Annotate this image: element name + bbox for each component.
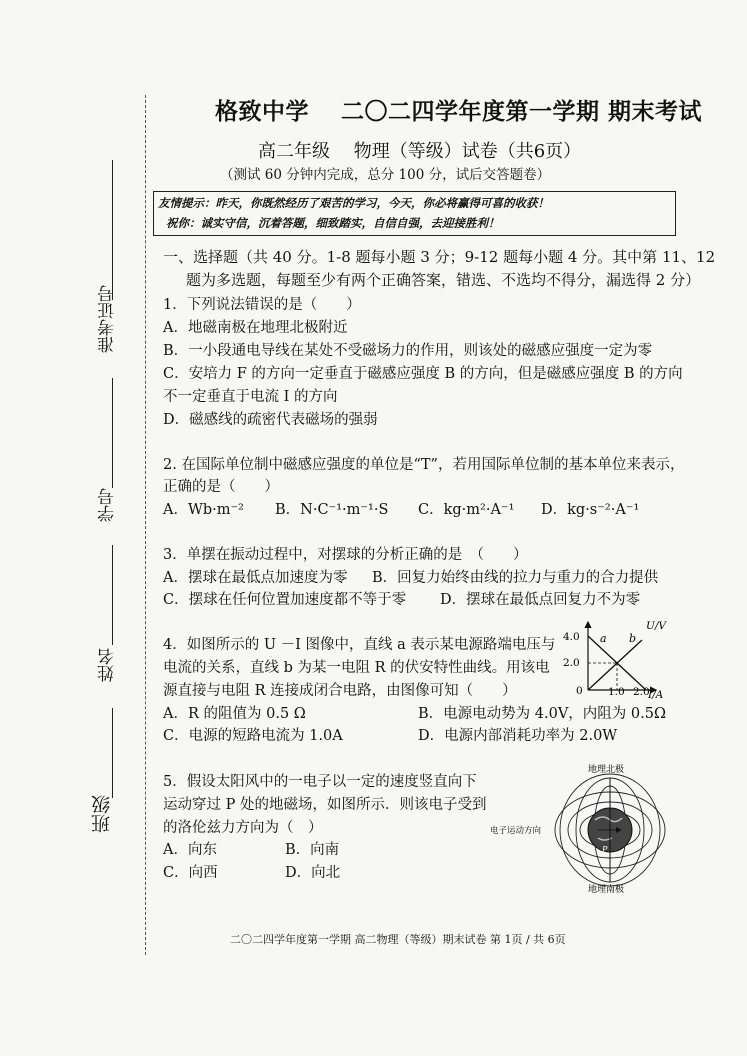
electron-direction-label: 电子运动方向	[490, 826, 542, 836]
q5-option-d[interactable]: D．向北	[285, 865, 341, 881]
exam-note: （测试 60 分钟内完成，总分 100 分，试后交答题卷）	[220, 167, 551, 183]
q3-option-b[interactable]: B．回复力始终由线的拉力与重力的合力提供	[372, 570, 659, 586]
q5-stem-cont-1: 运动穿过 P 处的地磁场，如图所示．则该电子受到	[163, 797, 487, 813]
q4-stem-cont-1: 电流的关系，直线 b 为某一电阻 R 的伏安特性曲线。用该电	[163, 660, 550, 676]
exam-subtitle: 高二年级 物理（等级）试卷（共6页）	[258, 141, 582, 162]
tips-box	[153, 191, 676, 236]
earth-south-label: 地理南极	[588, 885, 625, 895]
point-p-label: P	[602, 845, 608, 854]
q1-stem: 1．下列说法错误的是（ ）	[163, 297, 361, 313]
q4-option-d[interactable]: D．电源内部消耗功率为 2.0W	[418, 728, 618, 744]
q5-stem: 5．假设太阳风中的一电子以一定的速度竖直向下	[163, 774, 477, 790]
name-blank[interactable]	[112, 545, 113, 645]
exam-title: 格致中学 二〇二四学年度第一学期 期末考试	[215, 98, 703, 125]
ui-graph	[560, 618, 666, 701]
q3-option-a[interactable]: A．摆球在最低点加速度为零	[163, 570, 348, 586]
graph-line-b	[588, 640, 642, 690]
q3-option-d[interactable]: D．摆球在最低点回复力不为零	[440, 592, 641, 608]
student-no-label: 学号	[98, 488, 118, 522]
q1-option-b[interactable]: B．一小段通电导线在某处不受磁场力的作用，则该处的磁感应强度一定为零	[163, 343, 653, 359]
q4-option-b[interactable]: B．电源电动势为 4.0V，内阻为 0.5Ω	[418, 706, 666, 722]
binding-dashed-line	[145, 95, 146, 955]
q2-option-b[interactable]: B．N·C⁻¹·m⁻¹·S	[275, 502, 389, 518]
ticket-blank[interactable]	[112, 160, 113, 300]
graph-label-b: b	[629, 632, 637, 645]
q3-option-c[interactable]: C．摆球在任何位置加速度都不等于零	[163, 592, 407, 608]
earth-north-label: 地理北极	[588, 765, 625, 775]
name-label: 姓名	[98, 648, 118, 682]
q4-stem: 4．如图所示的 U －I 图像中，直线 a 表示某电源路端电压与	[163, 637, 556, 653]
graph-x-label: I/A	[648, 689, 664, 701]
q5-option-c[interactable]: C．向西	[163, 865, 218, 881]
q5-option-a[interactable]: A．向东	[163, 842, 217, 858]
tips-line-1: 友情提示：昨天，你既然经历了艰苦的学习，今天，你必将赢得可喜的收获！	[158, 196, 549, 210]
q2-option-d[interactable]: D．kg·s⁻²·A⁻¹	[541, 502, 640, 518]
q4-option-a[interactable]: A．R 的阻值为 0.5 Ω	[163, 706, 306, 722]
section-heading-line-1: 一、选择题（共 40 分。1-8 题每小题 3 分；9-12 题每小题 4 分。其中第 11、12	[163, 248, 716, 266]
tips-line-2: 祝你：诚实守信，沉着答题，细致踏实，自信自强，去迎接胜利！	[166, 216, 500, 230]
q1-option-a[interactable]: A．地磁南极在地理北极附近	[163, 320, 348, 336]
section-heading-line-2: 题为多选题，每题至少有两个正确答案，错选、不选均不得分，漏选得 2 分）	[186, 271, 701, 289]
page-footer: 二〇二四学年度第一学期 高二物理（等级）期末试卷 第 1页 / 共 6页	[230, 933, 566, 946]
q2-option-a[interactable]: A．Wb·m⁻²	[163, 502, 244, 518]
q4-stem-cont-2: 源直接与电阻 R 连接成闭合电路，由图像可知（ ）	[163, 683, 517, 699]
student-no-blank[interactable]	[112, 378, 113, 488]
q2-stem: 2. 在国际单位制中磁感应强度的单位是“T”，若用国际单位制的基本单位来表示，	[163, 457, 685, 473]
class-label: 班级	[91, 795, 113, 833]
graph-y-label: U/V	[646, 620, 666, 632]
q2-option-c[interactable]: C．kg·m²·A⁻¹	[418, 502, 515, 518]
q4-option-c[interactable]: C．电源的短路电流为 1.0A	[163, 728, 343, 744]
q1-option-d[interactable]: D．磁感线的疏密代表磁场的强弱	[163, 412, 378, 428]
graph-origin: 0	[576, 685, 583, 697]
graph-x1: 1.0	[608, 686, 625, 698]
q5-option-b[interactable]: B．向南	[285, 842, 340, 858]
graph-label-a: a	[600, 632, 607, 645]
q2-stem-cont: 正确的是（ ）	[163, 479, 279, 495]
graph-x2: 2.0	[633, 686, 650, 698]
ticket-label: 准考证号	[98, 285, 118, 353]
class-blank[interactable]	[112, 708, 113, 798]
graph-y-top: 4.0	[563, 631, 580, 643]
graph-y-mid: 2.0	[563, 657, 580, 669]
q1-option-c-cont: 不一定垂直于电流 I 的方向	[163, 389, 338, 405]
q3-stem: 3．单摆在振动过程中，对摆球的分析正确的是 （ ）	[163, 547, 528, 563]
q5-stem-cont-2: 的洛伦兹力方向为（ ）	[163, 820, 323, 836]
earth-field-figure	[490, 760, 670, 895]
q1-option-c[interactable]: C．安培力 F 的方向一定垂直于磁感应强度 B 的方向，但是磁感应强度 B 的方向	[163, 366, 683, 382]
